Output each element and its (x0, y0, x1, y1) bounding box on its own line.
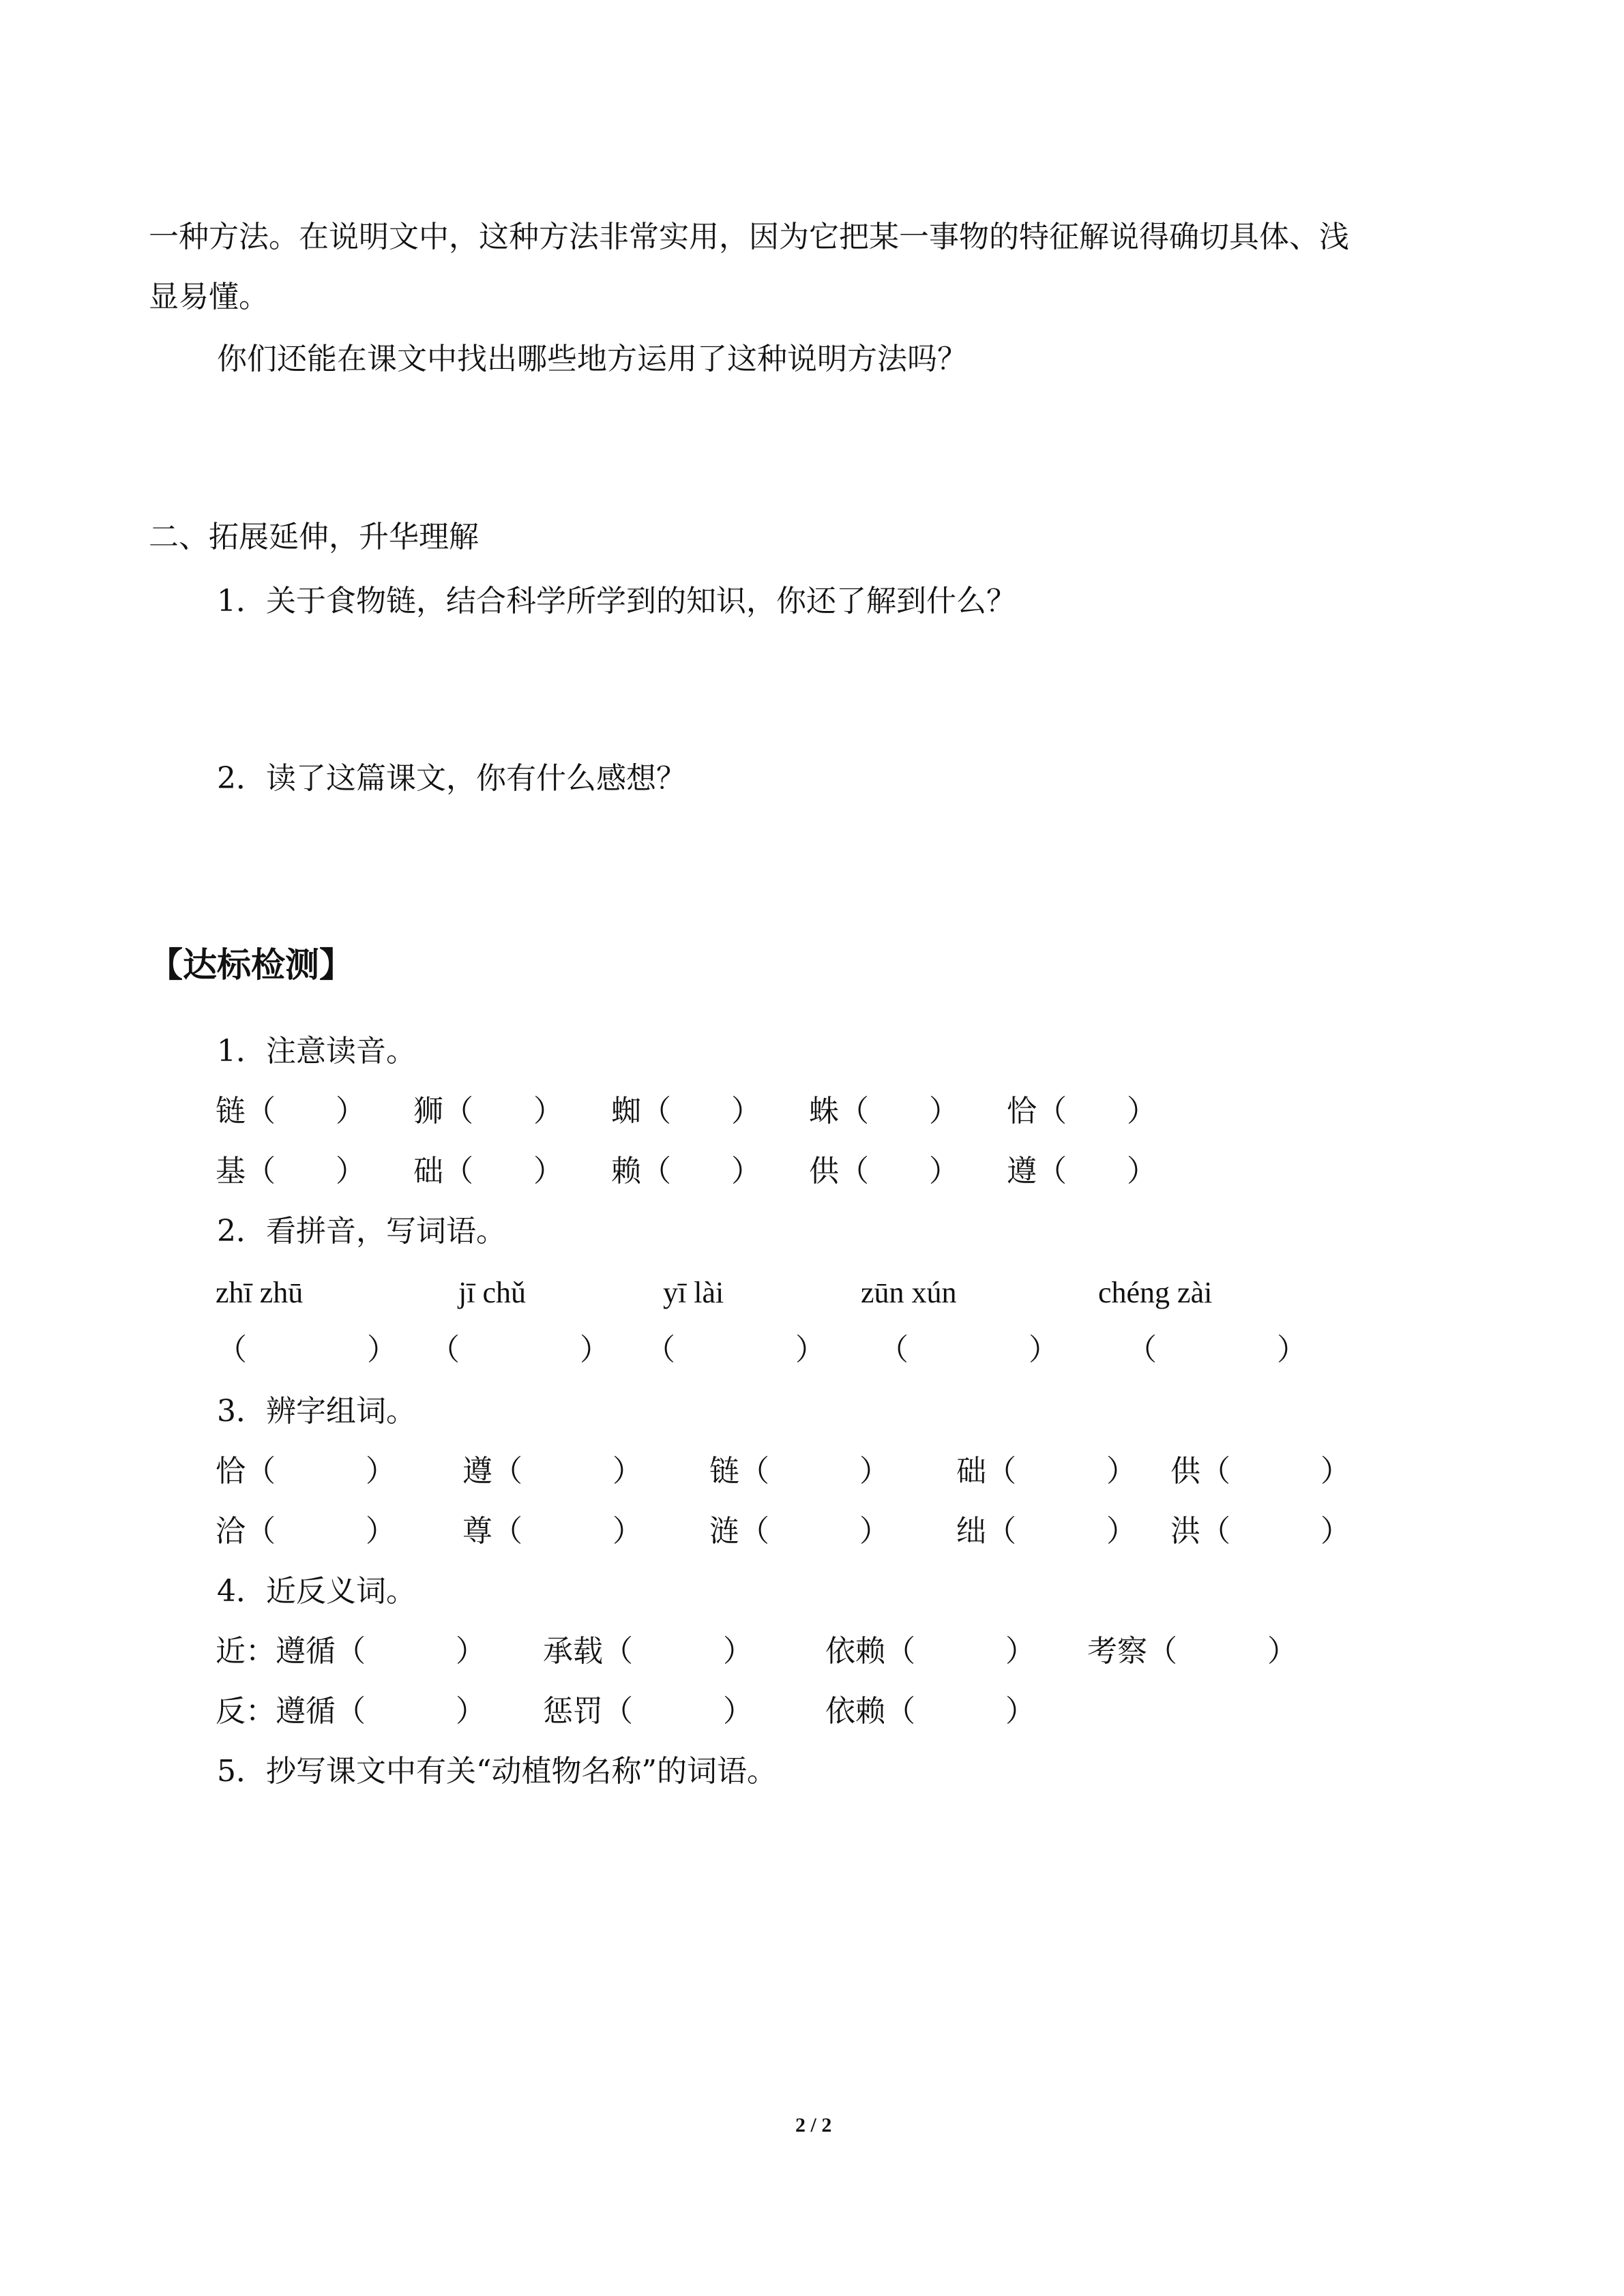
page-number: 2 / 2 (795, 2114, 832, 2136)
word-group-item: 恰（ ） (216, 1454, 396, 1489)
pronunciation-item: 础（ ） (413, 1154, 563, 1189)
test-heading: 【达标检测】 (149, 945, 353, 985)
antonym-item: 反：遵循（ ） (216, 1694, 486, 1729)
pinyin-answer-blank: （ ） (1127, 1332, 1307, 1367)
pinyin-item: jī chǔ (458, 1276, 526, 1309)
intro-line-3: 你们还能在课文中找出哪些地方运用了这种说明方法吗？ (217, 342, 967, 376)
pinyin-item: yī lài (663, 1276, 724, 1309)
synonym-item: 近：遵循（ ） (216, 1634, 486, 1669)
intro-line-2: 显易懂。 (149, 280, 269, 314)
antonym-item: 惩罚（ ） (543, 1694, 753, 1729)
pronunciation-item: 链（ ） (216, 1094, 366, 1129)
word-group-item: 洪（ ） (1170, 1514, 1350, 1549)
word-group-item: 洽（ ） (216, 1514, 396, 1549)
test-question-5-title: 5．抄写课文中有关“动植物名称”的词语。 (217, 1754, 777, 1789)
pronunciation-item: 遵（ ） (1007, 1154, 1157, 1189)
word-group-item: 涟（ ） (709, 1514, 889, 1549)
pinyin-item: zhī zhū (216, 1276, 304, 1309)
section-2-question-2: 2．读了这篇课文，你有什么感想？ (217, 761, 686, 796)
word-group-item: 供（ ） (1170, 1454, 1350, 1489)
pronunciation-item: 供（ ） (809, 1154, 959, 1189)
synonym-item: 承载（ ） (543, 1634, 753, 1669)
pronunciation-item: 基（ ） (216, 1154, 366, 1189)
test-question-2-title: 2．看拼音，写词语。 (217, 1214, 506, 1249)
pronunciation-item: 蛛（ ） (809, 1094, 959, 1129)
antonym-item: 依赖（ ） (825, 1694, 1035, 1729)
test-question-4-title: 4．近反义词。 (217, 1574, 416, 1609)
word-group-item: 绌（ ） (956, 1514, 1136, 1549)
word-group-item: 链（ ） (709, 1454, 889, 1489)
pronunciation-item: 蜘（ ） (611, 1094, 761, 1129)
pinyin-item: zūn xún (861, 1276, 957, 1309)
pronunciation-item: 狮（ ） (413, 1094, 563, 1129)
pinyin-answer-blank: （ ） (217, 1332, 397, 1367)
pronunciation-item: 恰（ ） (1007, 1094, 1157, 1129)
pinyin-answer-blank: （ ） (879, 1332, 1059, 1367)
pinyin-item: chéng zài (1098, 1276, 1213, 1309)
word-group-item: 遵（ ） (462, 1454, 643, 1489)
pinyin-answer-blank: （ ） (430, 1332, 610, 1367)
test-question-3-title: 3．辨字组词。 (217, 1394, 416, 1429)
word-group-item: 础（ ） (956, 1454, 1136, 1489)
test-question-1-title: 1．注意读音。 (217, 1034, 416, 1069)
word-group-item: 尊（ ） (462, 1514, 643, 1549)
section-2-title: 二、拓展延伸，升华理解 (149, 520, 479, 554)
synonym-item: 考察（ ） (1087, 1634, 1297, 1669)
section-2-question-1: 1．关于食物链，结合科学所学到的知识，你还了解到什么？ (217, 584, 1016, 618)
pronunciation-item: 赖（ ） (611, 1154, 761, 1189)
intro-line-1: 一种方法。在说明文中，这种方法非常实用，因为它把某一事物的特征解说得确切具体、浅 (149, 220, 1349, 254)
pinyin-answer-blank: （ ） (645, 1332, 825, 1367)
synonym-item: 依赖（ ） (825, 1634, 1035, 1669)
